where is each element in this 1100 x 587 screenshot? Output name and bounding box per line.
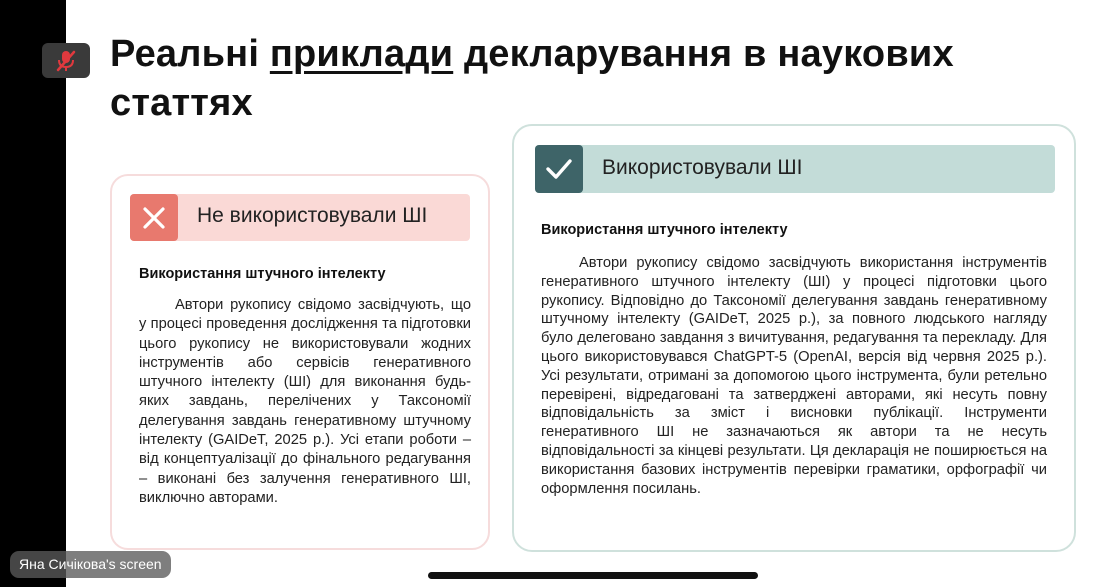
screen-share-label: Яна Сичікова's screen	[10, 551, 171, 578]
close-x-icon	[130, 194, 178, 241]
no-ai-declaration-card	[110, 174, 490, 550]
no-ai-declaration-text: Автори рукопису свідомо засвідчують, що у процесі проведення дослідження та підготовки цього рукопису не використовували жодних інструментів або сервісів генеративного штучного інтелекту (ШІ) для виконання будь-яких завдань, перелічених у Таксономії делегування завдань генеративному штучному інтелекту (GAIDeT, 2025 р.). Усі етапи роботи – від концептуалізації до фінального редагування – виконані без залучення генеративного ШІ, виключно авторами.	[139, 297, 471, 506]
mute-button[interactable]	[42, 43, 90, 78]
home-indicator[interactable]	[428, 572, 758, 579]
title-part-1: Реальні	[110, 33, 270, 75]
no-ai-banner-label: Не використовували ШІ	[197, 204, 428, 227]
slide-title	[110, 30, 1060, 128]
ai-used-section-title: Використання штучного інтелекту	[541, 222, 788, 238]
ai-used-banner-label: Використовували ШІ	[602, 156, 803, 179]
title-underlined-word: приклади	[269, 33, 454, 75]
checkmark-icon	[535, 145, 583, 193]
video-sidebar	[0, 0, 66, 587]
no-ai-section-title: Використання штучного інтелекту	[139, 266, 386, 282]
no-ai-banner	[130, 194, 470, 241]
mic-muted-icon	[55, 49, 77, 73]
ai-used-declaration-card	[512, 124, 1076, 552]
ai-used-declaration-text: Автори рукопису свідомо засвідчують використання інструментів генеративного штучного інтелекту (ШІ) у процесі підготовки цього рукопису. Відповідно до Таксономії делегування завдань генеративному штучному інтелекту (GAIDeT, 2025 р.), за повного людського нагляду було делеговано завдання з вичитування, редагування та перекладу. Для цього використовувався ChatGPT-5 (OpenAI, версія від червня 2025 р.). Усі результати, отримані за допомогою цього інструмента, були ретельно перевірені, відредаговані та затверджені авторами, які несуть повну відповідальність за зміст і висновки публікації. Інструменти генеративного ШІ не зазначаються як автори та не несуть відповідальності за кінцеві результати. Ця декларація не поширюється на використання базових інструментів перевірки граматики, орфографії чи оформлення посилань.	[541, 255, 1047, 497]
ai-used-banner	[535, 145, 1055, 193]
title-part-2: декларування в наукових статтях	[110, 33, 954, 124]
